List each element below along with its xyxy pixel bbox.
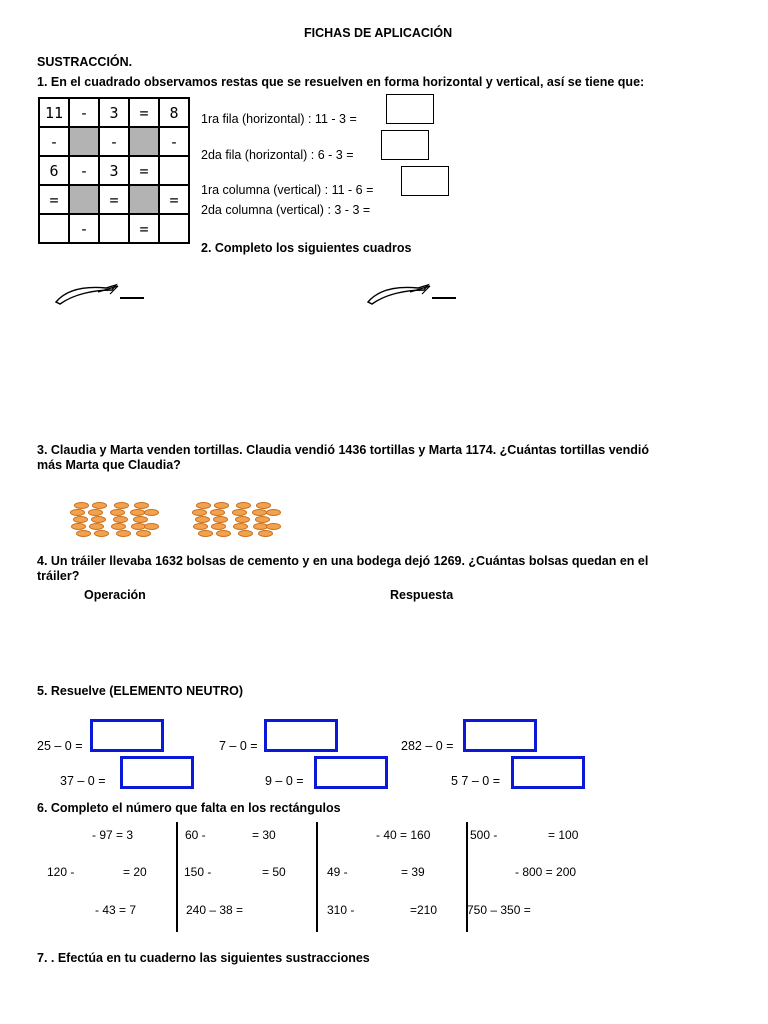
q6-item: =210 (410, 903, 438, 917)
grid-cell: = (129, 214, 159, 243)
answer-box[interactable] (386, 94, 434, 124)
grid-cell: 11 (39, 98, 69, 127)
q1-line-col1: 1ra columna (vertical) : 11 - 6 = (201, 183, 374, 197)
arrow-icon (366, 282, 458, 306)
q6-item: = 50 (262, 865, 286, 879)
answer-box[interactable] (264, 719, 338, 752)
grid-cell-shaded (69, 127, 99, 156)
q6-item: 310 - (327, 903, 355, 917)
q1-line-row2: 2da fila (horizontal) : 6 - 3 = (201, 148, 354, 162)
column-divider (176, 822, 178, 932)
q5-expression: 5 7 – 0 = (451, 774, 500, 788)
q1-line-col2: 2da columna (vertical) : 3 - 3 = (201, 203, 371, 217)
arrow-icon (54, 282, 146, 306)
grid-cell: = (159, 185, 189, 214)
q6-item: - 800 = 200 (515, 865, 577, 879)
q7-prompt: 7. . Efectúa en tu cuaderno las siguientes sustracciones (37, 951, 370, 965)
q6-item: - 40 = 160 (376, 828, 431, 842)
section-title: SUSTRACCIÓN. (37, 55, 133, 69)
q6-item: 49 - (327, 865, 348, 879)
grid-cell: - (69, 214, 99, 243)
tortillas-icon (70, 502, 160, 540)
q3-prompt-line2: más Marta que Claudia? (37, 458, 181, 472)
grid-cell: - (39, 127, 69, 156)
answer-box[interactable] (314, 756, 388, 789)
grid-cell-answer[interactable] (159, 214, 189, 243)
answer-box[interactable] (511, 756, 585, 789)
q4-prompt-line1: 4. Un tráiler llevaba 1632 bolsas de cemento y en una bodega dejó 1269. ¿Cuántas bolsas quedan en el (37, 554, 649, 568)
grid-cell: - (69, 98, 99, 127)
q6-item: = 100 (548, 828, 579, 842)
answer-box[interactable] (463, 719, 537, 752)
tortillas-icon (192, 502, 282, 540)
q2-prompt: 2. Completo los siguientes cuadros (201, 241, 412, 255)
grid-cell: 6 (39, 156, 69, 185)
grid-cell: - (99, 127, 129, 156)
q6-item: = 39 (401, 865, 425, 879)
page-title: FICHAS DE APLICACIÓN (304, 26, 453, 40)
subtraction-grid (38, 97, 190, 244)
column-divider (316, 822, 318, 932)
q5-expression: 9 – 0 = (265, 774, 304, 788)
grid-cell: 8 (159, 98, 189, 127)
q6-item: - 43 = 7 (95, 903, 137, 917)
answer-box[interactable] (401, 166, 449, 196)
grid-cell: = (129, 156, 159, 185)
q6-item: = 20 (123, 865, 147, 879)
grid-cell: - (159, 127, 189, 156)
q5-expression: 25 – 0 = (37, 739, 83, 753)
answer-box[interactable] (90, 719, 164, 752)
q6-item: = 30 (252, 828, 276, 842)
q6-item: 60 - (185, 828, 206, 842)
grid-cell-answer[interactable] (159, 156, 189, 185)
grid-cell: = (39, 185, 69, 214)
q6-item: - 97 = 3 (92, 828, 134, 842)
answer-box[interactable] (381, 130, 429, 160)
q1-line-row1: 1ra fila (horizontal) : 11 - 3 = (201, 112, 357, 126)
grid-cell-answer[interactable] (99, 214, 129, 243)
q4-operacion-label: Operación (84, 588, 146, 602)
q6-item: 500 - (470, 828, 498, 842)
q4-prompt-line2: tráiler? (37, 569, 80, 583)
q5-expression: 282 – 0 = (401, 739, 454, 753)
grid-cell-shaded (129, 185, 159, 214)
grid-cell: = (129, 98, 159, 127)
q4-respuesta-label: Respuesta (390, 588, 454, 602)
grid-cell: 3 (99, 98, 129, 127)
q3-prompt-line1: 3. Claudia y Marta venden tortillas. Claudia vendió 1436 tortillas y Marta 1174. ¿Cuántas tortillas vendió (37, 443, 649, 457)
q6-item: 240 – 38 = (186, 903, 244, 917)
grid-cell: = (99, 185, 129, 214)
grid-cell: 3 (99, 156, 129, 185)
q6-item: 150 - (184, 865, 212, 879)
q6-item: 120 - (47, 865, 75, 879)
q5-expression: 7 – 0 = (219, 739, 258, 753)
q6-prompt: 6. Completo el número que falta en los rectángulos (37, 801, 341, 815)
grid-cell-shaded (69, 185, 99, 214)
grid-cell-shaded (129, 127, 159, 156)
q5-prompt: 5. Resuelve (ELEMENTO NEUTRO) (37, 684, 244, 698)
q6-item: 750 – 350 = (467, 903, 531, 917)
grid-cell: - (69, 156, 99, 185)
q5-expression: 37 – 0 = (60, 774, 106, 788)
q1-prompt: 1. En el cuadrado observamos restas que se resuelven en forma horizontal y vertical, así se tiene que: (37, 75, 645, 89)
answer-box[interactable] (120, 756, 194, 789)
grid-cell-answer[interactable] (39, 214, 69, 243)
